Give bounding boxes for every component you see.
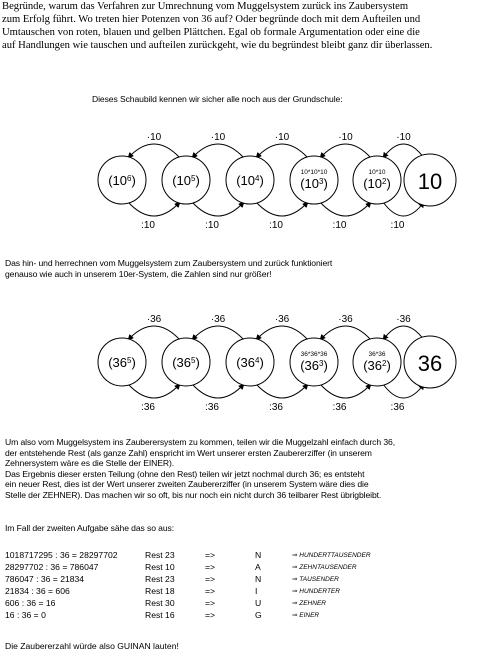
product-label: 36*36 bbox=[368, 351, 386, 358]
divide-label: :36 bbox=[390, 402, 405, 413]
exponent: 4 bbox=[255, 173, 260, 183]
task-text bbox=[2, 0, 498, 52]
multiply-label: ·36 bbox=[396, 314, 411, 325]
diagram-heading: Dieses Schaubild kennen wir sicher alle noch aus der Grundschule: bbox=[92, 94, 343, 104]
multiply-arrow bbox=[128, 326, 180, 340]
power-label: $(10^2)$ bbox=[363, 176, 391, 191]
division-equation: 1018717295 : 36 = 28297702 bbox=[5, 550, 118, 560]
powers-of-36-diagram bbox=[0, 300, 500, 435]
implies-arrow: => bbox=[205, 562, 216, 572]
paragraph-line: Stelle der ZEHNER). Das machen wir so oft, bis nur noch ein nicht durch 36 teilbarer Rest übrigbleibt. bbox=[5, 489, 382, 500]
paragraph-conversion bbox=[5, 258, 332, 279]
result-sentence: Die Zaubererzahl würde also GUINAN lauten! bbox=[5, 641, 179, 651]
multiply-arrow bbox=[192, 144, 244, 158]
divide-arrow bbox=[383, 202, 424, 216]
remainder: Rest 16 bbox=[145, 610, 175, 620]
power-label: 36 bbox=[417, 351, 443, 376]
remainder: Rest 30 bbox=[145, 598, 175, 608]
divide-arrow bbox=[192, 384, 244, 398]
multiply-arrow bbox=[383, 326, 424, 340]
power-label: $(10^3)$ bbox=[300, 176, 328, 191]
wizard-digit: G bbox=[255, 610, 262, 620]
multiply-arrow bbox=[320, 326, 371, 340]
paragraph-line: Um also vom Muggelsystem ins Zauberersystem zu kommen, teilen wir die Muggelzahl einfach durch 36, bbox=[5, 437, 395, 447]
powers-of-ten-diagram bbox=[0, 118, 500, 253]
place-value: ⇒ HUNDERTER bbox=[292, 588, 340, 595]
product-label: 36*36*36 bbox=[300, 351, 328, 358]
multiply-label: ·36 bbox=[338, 314, 353, 325]
divide-label: :10 bbox=[205, 220, 219, 231]
divide-arrow bbox=[320, 384, 371, 398]
place-value: ⇒ TAUSENDER bbox=[292, 576, 339, 583]
wizard-digit: U bbox=[255, 598, 262, 608]
divide-label: :36 bbox=[205, 402, 219, 413]
wizard-digit: N bbox=[255, 550, 262, 560]
paragraph-line: Das hin- und herrechnen vom Muggelsystem zum Zaubersystem und zurück funktioniert bbox=[5, 258, 333, 268]
power-label: $(36^5)$ bbox=[172, 355, 200, 370]
task-line: Umtauschen von roten, blauen und gelben Plättchen. Egal ob formale Argumentation oder eine die bbox=[2, 27, 420, 38]
division-equation: 16 : 36 = 0 bbox=[5, 610, 46, 620]
divide-label: :10 bbox=[269, 220, 283, 231]
implies-arrow: => bbox=[205, 598, 216, 608]
divide-arrow bbox=[256, 384, 308, 398]
exponent: 5 bbox=[127, 355, 132, 365]
place-value: ⇒ EINER bbox=[292, 612, 320, 619]
wizard-digit: A bbox=[255, 562, 261, 572]
power-label: $(36^2)$ bbox=[363, 358, 391, 373]
divide-label: :36 bbox=[269, 402, 283, 413]
multiply-label: ·10 bbox=[338, 132, 353, 143]
divide-label: :10 bbox=[332, 220, 347, 231]
task-line: auf Handlungen wie tauschen und aufteilen zurückgeht, wie du begründest bleibt ganz dir überlassen. bbox=[2, 40, 433, 51]
divide-arrow bbox=[128, 202, 180, 216]
power-label: 10 bbox=[417, 169, 443, 194]
division-equation: 28297702 : 36 = 786047 bbox=[5, 562, 99, 572]
division-equation: 21834 : 36 = 606 bbox=[5, 586, 70, 596]
power-label: $(10^5)$ bbox=[172, 173, 200, 188]
remainder: Rest 23 bbox=[145, 574, 175, 584]
power-label: $(36^5)$ bbox=[108, 355, 136, 370]
exponent: 3 bbox=[319, 358, 324, 368]
power-label: $(10^4)$ bbox=[236, 173, 264, 188]
multiply-label: ·36 bbox=[146, 314, 162, 325]
multiply-arrow bbox=[383, 144, 424, 158]
divide-arrow bbox=[128, 384, 180, 398]
product-label: 10*10*10 bbox=[300, 169, 328, 176]
paragraph-line bbox=[5, 458, 395, 469]
exponent: 2 bbox=[382, 358, 387, 368]
exponent: 4 bbox=[255, 355, 260, 365]
exponent: 5 bbox=[191, 355, 196, 365]
wizard-digit: I bbox=[255, 586, 258, 596]
multiply-label: ·36 bbox=[210, 314, 226, 325]
divide-label: :36 bbox=[332, 402, 347, 413]
multiply-label: ·10 bbox=[210, 132, 226, 143]
multiply-arrow bbox=[320, 144, 371, 158]
multiply-arrow bbox=[256, 144, 308, 158]
remainder: Rest 23 bbox=[145, 550, 175, 560]
divide-label: :10 bbox=[390, 220, 405, 231]
product-label: 10*10 bbox=[368, 169, 386, 176]
place-value: ⇒ ZEHNTAUSENDER bbox=[292, 564, 357, 571]
divide-arrow bbox=[383, 384, 424, 398]
implies-arrow: => bbox=[205, 550, 216, 560]
paragraph-line: Das Ergebnis dieser ersten Teilung (ohne den Rest) teilen wir jetzt nochmal durch 36; es entsteht bbox=[5, 468, 365, 479]
implies-arrow: => bbox=[205, 574, 216, 584]
task-line: zum Erfolg führt. Wo treten hier Potenzen von 36 auf? Oder begründe doch mit dem Aufteilen und bbox=[2, 14, 421, 25]
multiply-label: ·36 bbox=[274, 314, 290, 325]
implies-arrow: => bbox=[205, 586, 216, 596]
exponent: 5 bbox=[191, 173, 196, 183]
division-equation: 786047 : 36 = 21834 bbox=[5, 574, 85, 584]
place-value: ⇒ HUNDERTTAUSENDER bbox=[292, 552, 371, 559]
multiply-label: ·10 bbox=[274, 132, 290, 143]
divide-arrow bbox=[320, 202, 371, 216]
exponent: 3 bbox=[319, 176, 324, 186]
multiply-arrow bbox=[256, 326, 308, 340]
wizard-digit: N bbox=[255, 574, 262, 584]
exponent: 6 bbox=[127, 173, 132, 183]
paragraph-line: der entstehende Rest (als ganze Zahl) enspricht im Wert unserer ersten Zaubererziffer (in unserem bbox=[5, 447, 372, 458]
power-label: $(36^3)$ bbox=[300, 358, 328, 373]
power-label: $(36^4)$ bbox=[236, 355, 264, 370]
place-value: ⇒ ZEHNER bbox=[292, 600, 326, 607]
divide-label: :10 bbox=[141, 220, 155, 231]
multiply-label: ·10 bbox=[396, 132, 411, 143]
divide-arrow bbox=[192, 202, 244, 216]
remainder: Rest 18 bbox=[145, 586, 175, 596]
exponent: 2 bbox=[382, 176, 387, 186]
divide-arrow bbox=[256, 202, 308, 216]
remainder: Rest 10 bbox=[145, 562, 175, 572]
division-equation: 606 : 36 = 16 bbox=[5, 598, 56, 608]
paragraph-line-text: Zehnersystem wäre es die Stelle der EINER). bbox=[5, 458, 175, 469]
power-label: $(10^6)$ bbox=[108, 173, 136, 188]
multiply-arrow bbox=[128, 144, 180, 158]
paragraph-line: genauso wie auch in unserem 10er-System, die Zahlen sind nur größer! bbox=[5, 268, 272, 279]
task-line: Begründe, warum das Verfahren zur Umrechnung vom Muggelsystem zurück ins Zaubersystem bbox=[2, 1, 409, 12]
paragraph-method bbox=[5, 437, 395, 501]
paragraph-example-intro: Im Fall der zweiten Aufgabe sähe das so aus: bbox=[5, 523, 175, 533]
divide-label: :36 bbox=[141, 402, 155, 413]
multiply-label: ·10 bbox=[146, 132, 162, 143]
paragraph-line: ein neuer Rest, dies ist der Wert unserer zweiten Zaubererziffer (in unserem System wäre dies die bbox=[5, 479, 369, 490]
multiply-arrow bbox=[192, 326, 244, 340]
implies-arrow: => bbox=[205, 610, 216, 620]
